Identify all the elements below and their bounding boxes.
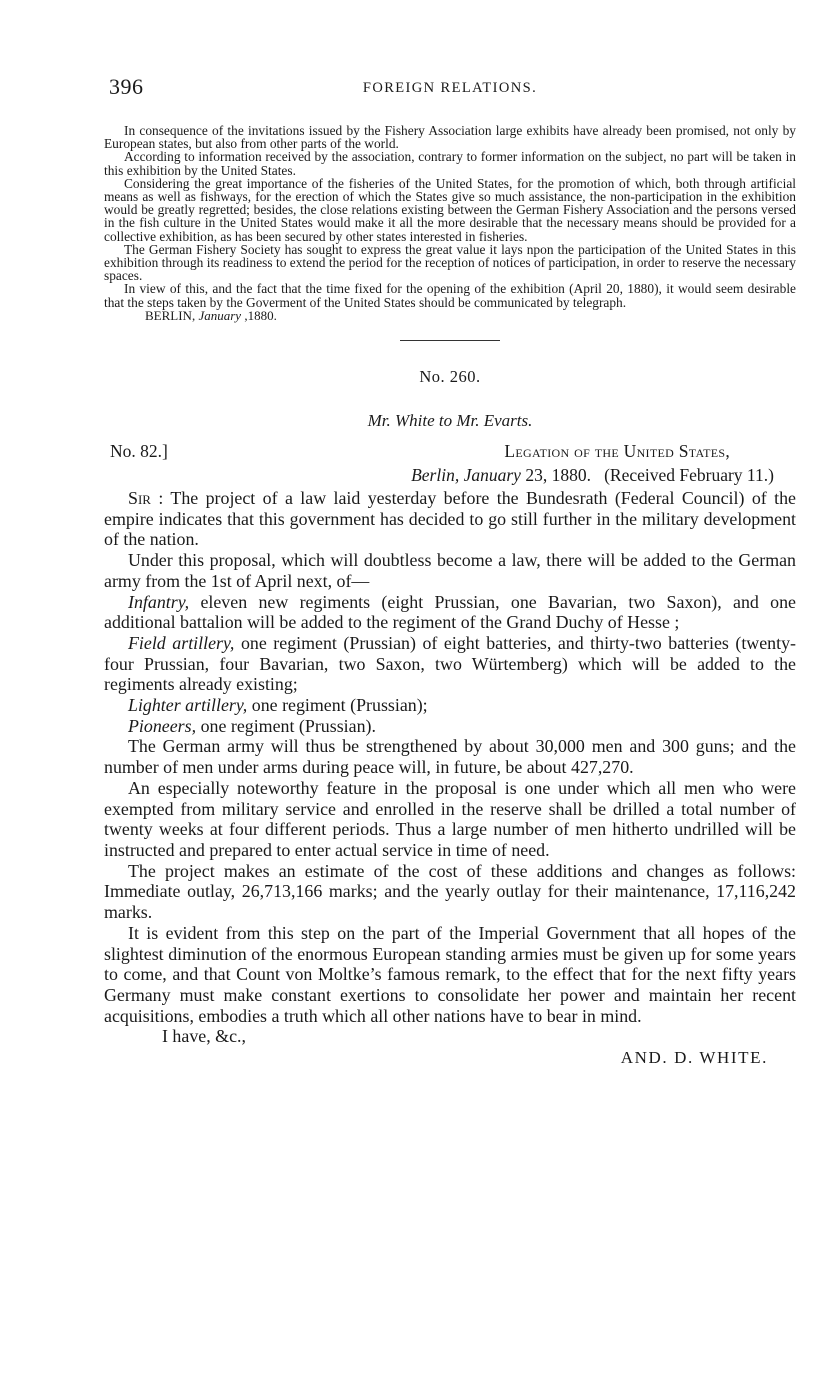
date-place: Berlin, bbox=[411, 465, 460, 486]
document-number: No. 260. bbox=[419, 367, 481, 387]
enclosure-dateline bbox=[104, 309, 796, 322]
dateline-month: January bbox=[198, 307, 242, 323]
date-month: January bbox=[463, 465, 521, 486]
date-rest: 23, 1880. bbox=[525, 465, 591, 486]
paragraph-text: The project of a law laid yesterday before the Bundesrath (Federal Council) of the empire indicates that this government has decided to go still further in the military development of the nation. bbox=[104, 488, 796, 550]
body-paragraph: It is evident from this step on the part of the Imperial Government that all hopes of the slightest diminution of the enormous European standing armies must be given up for some years to come, and that Count von Moltke’s famous remark, to the effect that for the next fifty years Germany must make constant exertions to consolidate her power and maintain her recent acquisitions, embodies a truth which all other nations have to bear in mind. bbox=[104, 922, 796, 1026]
dispatch-number: No. 82.] bbox=[110, 441, 168, 462]
item-text: eleven new regiments (eight Prussian, one Bavarian, two Saxon), and one additional battalion will be added to the regiment of the Grand Duchy of Hesse ; bbox=[104, 591, 796, 633]
page-number: 396 bbox=[109, 74, 144, 99]
body-paragraph: Under this proposal, which will doubtless become a law, there will be added to the German army from the 1st of April next, of— bbox=[104, 550, 796, 591]
enclosure-paragraph: In view of this, and the fact that the time fixed for the opening of the exhibition (April 20, 1880), it would seem desirable that the steps taken by the Goverment of the United States should be communicated by telegraph. bbox=[104, 281, 796, 310]
body-paragraph: The project makes an estimate of the cost of these additions and changes as follows: Immediate outlay, 26,713,166 marks; and the yearly outlay for their maintenance, 17,116,242 marks. bbox=[104, 860, 796, 923]
dispatch-date bbox=[104, 464, 796, 486]
salutation: Sir : bbox=[128, 488, 164, 509]
infantry-item bbox=[104, 592, 796, 633]
enclosure-paragraph: Considering the great importance of the fisheries of the United States, for the promotion of which, both through artificial means as well as fishways, for the erection of which the States give so much assistance, the non-participation in the exhibition would be greatly regretted; besides, the close relations existing between the German Fishery Association and the persons versed in the fish culture in the United States would make it all the more desirable that the necessary means should be provided for a collective exhibition, as has been secured by other states interested in fisheries. bbox=[104, 175, 796, 244]
document-heading: Mr. White to Mr. Evarts. bbox=[367, 411, 533, 431]
running-title: FOREIGN RELATIONS. bbox=[362, 80, 538, 96]
document-page bbox=[104, 74, 796, 1068]
page-header bbox=[104, 74, 796, 100]
enclosure-paragraph: In consequence of the invitations issued by the Fishery Association large exhibits have already been promised, not only by European states, but also from other parts of the world. bbox=[104, 123, 796, 152]
enclosure-text bbox=[104, 124, 796, 322]
dispatch-body bbox=[104, 488, 796, 1026]
body-paragraph bbox=[104, 488, 796, 550]
closing-line: I have, &c., bbox=[162, 1026, 246, 1047]
received-date: (Received February 11.) bbox=[604, 465, 774, 486]
item-label: Infantry, bbox=[128, 591, 190, 612]
enclosure-paragraph: According to information received by the association, contrary to former information on the subject, no part will be taken in this exhibition by the United States. bbox=[104, 149, 796, 178]
section-divider bbox=[400, 340, 500, 341]
legation-line bbox=[104, 441, 796, 464]
body-paragraph: An especially noteworthy feature in the proposal is one under which all men who were exempted from military service and enrolled in the reserve shall be drilled a total number of twenty weeks at four different periods. Thus a large number of men hitherto undrilled will be instructed and prepared to enter actual service in time of need. bbox=[104, 777, 796, 860]
item-label: Lighter artillery, bbox=[128, 695, 248, 716]
lighter-artillery-item bbox=[104, 695, 796, 716]
enclosure-paragraph: The German Fishery Society has sought to express the great value it lays npon the participation of the United States in this exhibition through its readiness to extend the period for the reception of notices of participation, in order to reserve the necessary spaces. bbox=[104, 241, 796, 284]
item-text: one regiment (Prussian); bbox=[251, 695, 428, 716]
item-text: one regiment (Prussian). bbox=[200, 715, 376, 736]
field-artillery-item bbox=[104, 633, 796, 695]
pioneers-item bbox=[104, 716, 796, 737]
item-label: Field artillery, bbox=[128, 632, 235, 653]
dateline-year: ,1880. bbox=[244, 307, 277, 323]
legation-name: Legation of the United States, bbox=[504, 441, 730, 462]
signature: AND. D. WHITE. bbox=[620, 1048, 768, 1068]
body-paragraph: The German army will thus be strengthened by about 30,000 men and 300 guns; and the number of men under arms during peace will, in future, be about 427,270. bbox=[104, 736, 796, 778]
item-label: Pioneers, bbox=[128, 715, 197, 736]
dateline-place: BERLIN, bbox=[145, 307, 196, 323]
item-text: one regiment (Prussian) of eight batteries, and thirty-two batteries (twenty-four Prussian, four Bavarian, two Saxon, two Würtemberg) which will be added to the regiments already existing; bbox=[104, 632, 796, 695]
